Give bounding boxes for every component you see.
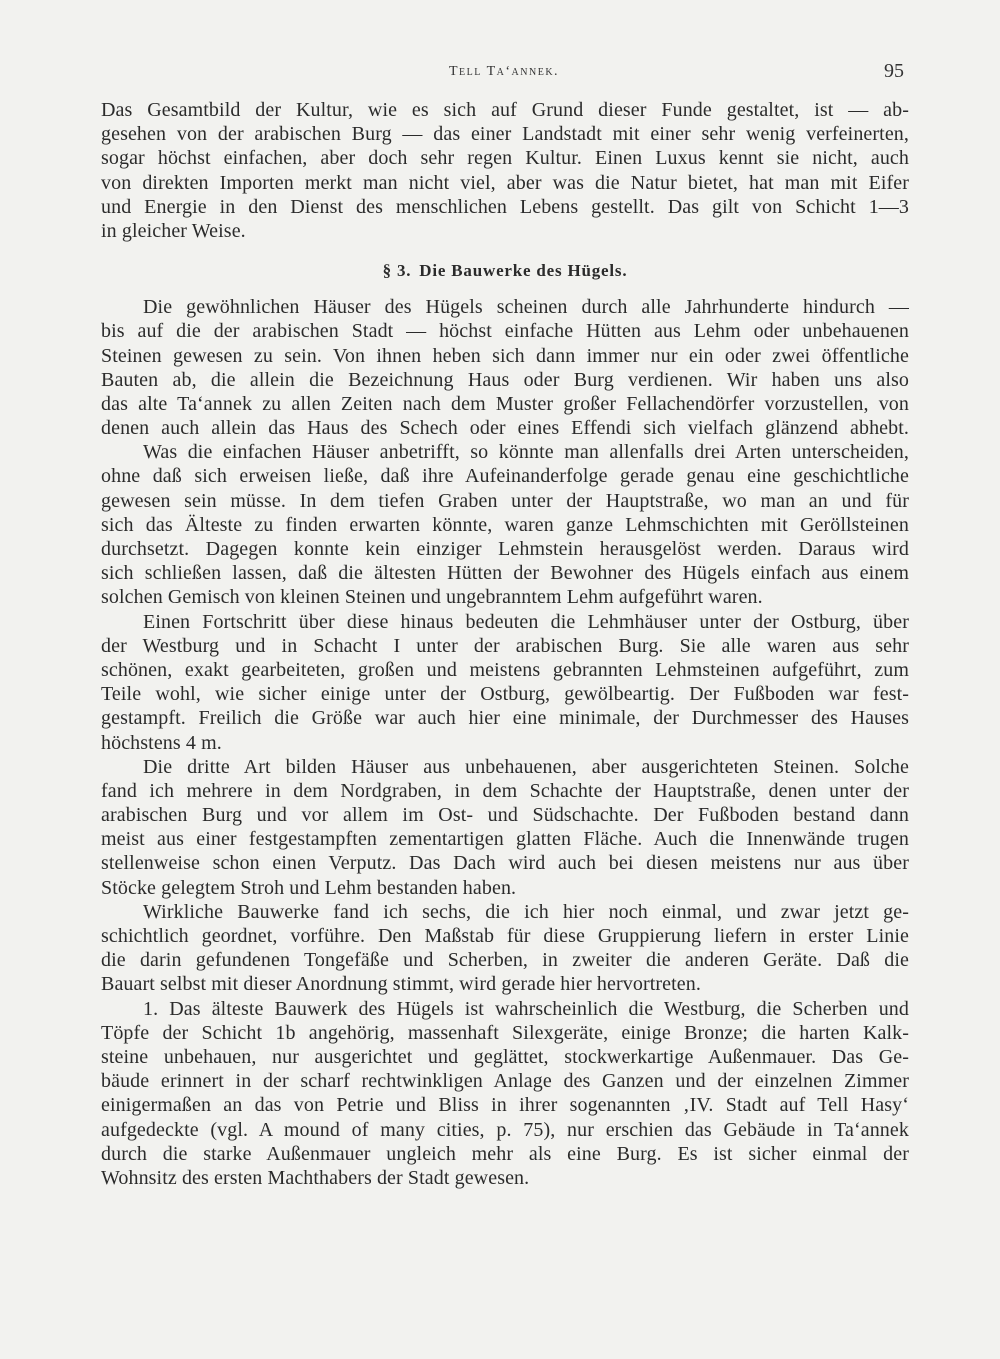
text-line: ohne daß sich erweisen ließe, daß ihre Aufeinanderfolge gerade genau eine geschichtliche: [101, 465, 909, 488]
text-line: von direkten Importen merkt man nicht viel, aber was die Natur bietet, hat man mit Eifer: [101, 171, 909, 194]
text-line: das alte Ta‘annek zu allen Zeiten nach dem Muster großer Fellachendörfer vorzustellen, von: [101, 392, 909, 415]
page-body: [101, 98, 909, 1190]
running-head: Tell Ta‘annek.: [449, 64, 560, 79]
text-line: sich das Älteste zu finden erwarten könnte, waren ganze Lehmschichten mit Geröllsteinen: [101, 513, 909, 536]
paragraph-1: [101, 98, 909, 243]
text-line: sogar höchst einfachen, aber doch sehr regen Kultur. Einen Luxus kennt sie nicht, auch: [101, 147, 909, 170]
text-line: fand ich mehrere in dem Nordgraben, in dem Schachte der Hauptstraße, denen unter der: [101, 779, 909, 802]
text-line: in gleicher Weise.: [101, 219, 246, 242]
paragraph-7: [101, 997, 909, 1191]
text-line: gestampft. Freilich die Größe war auch hier eine minimale, der Durchmesser des Hauses: [101, 707, 909, 730]
text-line: Töpfe der Schicht 1b angehörig, massenhaft Silexgeräte, einige Bronze; die harten Kalk-: [101, 1021, 909, 1044]
section-title: Die Bauwerke des Hügels.: [419, 261, 628, 281]
section-heading: [101, 257, 909, 285]
text-line: schichtlich geordnet, vorführe. Den Maßstab für diese Gruppierung liefern in erster Linie: [101, 925, 909, 947]
text-line: aufgedeckte (vgl. A mound of many cities, p. 75), nur erschien das Gebäude in Ta‘annek: [101, 1118, 909, 1141]
text-line: gesehen von der arabischen Burg — das einer Landstadt mit einer sehr wenig verfeinerten,: [101, 123, 909, 146]
text-line: Stöcke gelegtem Stroh und Lehm bestanden haben.: [101, 876, 517, 899]
text-line: einigermaßen an das von Petrie und Bliss in ihrer sogenannten ‚IV. Stadt auf Tell Hasy‘: [101, 1094, 909, 1117]
text-line: Was die einfachen Häuser anbetrifft, so könnte man allenfalls drei Arten unterscheiden,: [143, 441, 909, 464]
text-line: der Westburg und in Schacht I unter der arabischen Burg. Sie alle waren aus sehr: [101, 634, 909, 657]
text-line: und Energie in den Dienst des menschlichen Lebens gestellt. Das gilt von Schicht 1—3: [101, 195, 909, 218]
text-line: denen auch allein das Haus des Schech oder eines Effendi sich vielfach glänzend abhebt.: [101, 417, 909, 440]
text-line: höchstens 4 m.: [101, 731, 222, 754]
text-line: arabischen Burg und vor allem im Ost- und Südschachte. Der Fußboden bestand dann: [101, 804, 909, 827]
paragraph-3: [101, 440, 909, 609]
text-line: steine unbehauen, nur ausgerichtet und geglättet, stockwerkartige Außenmauer. Das Ge-: [101, 1045, 909, 1068]
paragraph-2: [101, 295, 909, 440]
text-line: durch die starke Außenmauer ungleich mehr als eine Burg. Es ist sicher einmal der: [101, 1142, 909, 1165]
text-line: Einen Fortschritt über diese hinaus bedeuten die Lehmhäuser unter der Ostburg, über: [143, 610, 909, 633]
text-line: Bauart selbst mit dieser Anordnung stimmt, wird gerade hier hervortreten.: [101, 973, 701, 996]
text-line: bis auf die der arabischen Stadt — höchst einfache Hütten aus Lehm oder unbehauenen: [101, 320, 909, 343]
paragraph-6: [101, 900, 909, 997]
text-line: Wohnsitz des ersten Machthabers der Stadt gewesen.: [101, 1166, 530, 1189]
text-line: die darin gefundenen Tongefäße und Scherben, in zweiter die anderen Geräte. Daß die: [101, 949, 909, 972]
text-line: stellenweise schon einen Verputz. Das Dach wird auch bei diesen meistens nur aus über: [101, 852, 909, 875]
paragraph-4: [101, 610, 909, 755]
text-line: Die dritte Art bilden Häuser aus unbehauenen, aber ausgerichteten Steinen. Solche: [143, 755, 909, 778]
text-line: Wirkliche Bauwerke fand ich sechs, die ich hier noch einmal, und zwar jetzt ge-: [143, 900, 909, 923]
text-line: meist aus einer festgestampften zementartigen glatten Fläche. Auch die Innenwände trugen: [101, 828, 909, 851]
text-line: gewesen sein müsse. In dem tiefen Graben unter der Hauptstraße, wo man an und für: [101, 489, 909, 512]
section-number: § 3.: [382, 261, 412, 281]
page-number: 95: [884, 60, 904, 82]
text-line: 1. Das älteste Bauwerk des Hügels ist wahrscheinlich die Westburg, die Scherben und: [143, 997, 909, 1020]
text-line: schönen, exakt gearbeiteten, großen und meistens gebrannten Lehmsteinen aufgeführt, zum: [101, 658, 909, 681]
text-line: Steinen gewesen zu sein. Von ihnen heben sich dann immer nur ein oder zwei öffentliche: [101, 344, 909, 367]
text-line: bäude erinnert in der scharf rechtwinkligen Anlage des Ganzen und der einzelnen Zimmer: [101, 1070, 909, 1093]
text-line: durchsetzt. Dagegen konnte kein einziger Lehmstein herausgelöst werden. Daraus wird: [101, 538, 909, 560]
text-line: Die gewöhnlichen Häuser des Hügels scheinen durch alle Jahrhunderte hindurch —: [143, 296, 909, 319]
text-line: sich schließen lassen, daß die ältesten Hütten der Bewohner des Hügels einfach aus einem: [101, 562, 909, 585]
text-line: Teile wohl, wie sicher einige unter der Ostburg, gewölbeartig. Der Fußboden war fest-: [101, 683, 909, 706]
text-line: Das Gesamtbild der Kultur, wie es sich auf Grund dieser Funde gestaltet, ist — ab-: [101, 99, 909, 121]
paragraph-5: [101, 755, 909, 900]
text-line: solchen Gemisch von kleinen Steinen und ungebranntem Lehm aufgeführt waren.: [101, 586, 763, 609]
text-line: Bauten ab, die allein die Bezeichnung Haus oder Burg verdienen. Wir haben uns also: [101, 368, 909, 391]
